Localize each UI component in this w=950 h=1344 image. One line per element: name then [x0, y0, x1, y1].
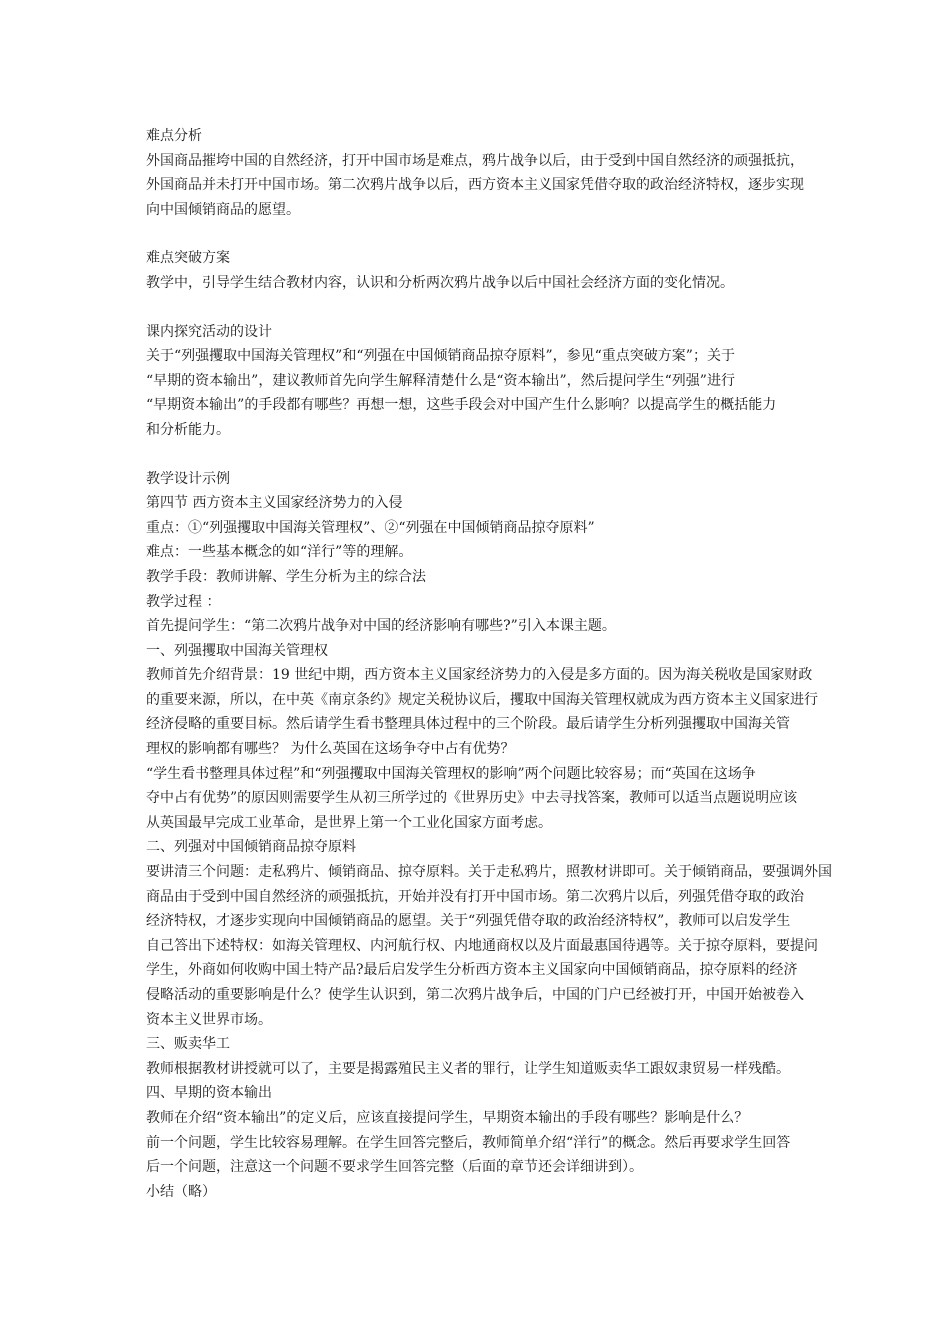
paragraph-line: 外国商品并未打开中国市场。第二次鸦片战争以后，西方资本主义国家凭借夺取的政治经济特权，逐步实现 — [146, 177, 804, 194]
difficult-points-line: 难点：一些基本概念的如“洋行”等的理解。 — [146, 544, 413, 561]
paragraph-line: 前一个问题，学生比较容易理解。在学生回答完整后，教师简单介绍“洋行”的概念。然后再要求学生回答 — [146, 1134, 791, 1151]
paragraph-line: 教师根据教材讲授就可以了，主要是揭露殖民主义者的罪行，让学生知道贩卖华工跟奴隶贸易一样残酷。 — [146, 1060, 790, 1077]
document-page — [146, 124, 832, 1204]
paragraph-line: 教学中，引导学生结合教材内容，认识和分析两次鸦片战争以后中国社会经济方面的变化情况。 — [146, 274, 734, 291]
paragraph-line: 夺中占有优势”的原因则需要学生从初三所学过的《世界历史》中去寻找答案，教师可以适当点题说明应该 — [146, 790, 798, 807]
paragraph-line: 资本主义世界市场。 — [146, 1011, 272, 1028]
paragraph-line: 商品由于受到中国自然经济的顽强抵抗，开始并没有打开中国市场。第二次鸦片以后，列强凭借夺取的政治 — [146, 888, 804, 905]
paragraph-line: 侵略活动的重要影响是什么？使学生认识到，第二次鸦片战争后，中国的门户已经被打开，中国开始被卷入 — [146, 987, 804, 1003]
paragraph-line: 教师首先介绍背景：19 世纪中期，西方资本主义国家经济势力的入侵是多方面的。因为海关税收是国家财政 — [146, 667, 813, 684]
paragraph-line: 学生，外商如何收购中国土特产品?最后启发学生分析西方资本主义国家向中国倾销商品，掠夺原料的经济 — [146, 962, 798, 979]
paragraph-line: 外国商品摧垮中国的自然经济，打开中国市场是难点，鸦片战争以后，由于受到中国自然经济的顽强抵抗， — [146, 152, 804, 169]
summary-line: 小结（略） — [146, 1183, 216, 1200]
paragraph-line: 从英国最早完成工业革命，是世界上第一个工业化国家方面考虑。 — [146, 814, 552, 831]
paragraph-line: “学生看书整理具体过程”和“列强攫取中国海关管理权的影响”两个问题比较容易；而“英国在这场争 — [146, 765, 756, 782]
paragraph-line: “早期资本输出”的手段都有哪些？再想一想，这些手段会对中国产生什么影响？以提高学生的概括能力 — [146, 397, 777, 414]
paragraph-line: “早期的资本输出”，建议教师首先向学生解释清楚什么是“资本输出”，然后提问学生“列强”进行 — [146, 372, 735, 389]
heading-difficulty-analysis: 难点分析 — [146, 128, 202, 144]
paragraph-line: 要讲清三个问题：走私鸦片、倾销商品、掠夺原料。关于走私鸦片，照教材讲即可。关于倾销商品，要强调外国 — [146, 864, 832, 881]
paragraph-line: 后一个问题，注意这一个问题不要求学生回答完整（后面的章节还会详细讲到）。 — [146, 1159, 643, 1176]
paragraph-line: 关于“列强攫取中国海关管理权”和“列强在中国倾销商品掠夺原料”，参见“重点突破方案”；关于 — [146, 348, 735, 365]
teaching-process-label: 教学过程 ： — [146, 593, 221, 610]
subheading-part-four: 四、早期的资本输出 — [146, 1085, 272, 1102]
subheading-part-one: 一、列强攫取中国海关管理权 — [146, 642, 328, 659]
heading-inquiry-activity: 课内探究活动的设计 — [146, 323, 272, 340]
section-gap — [146, 222, 814, 246]
paragraph-line: 和分析能力。 — [146, 421, 230, 438]
section-gap — [146, 443, 814, 467]
paragraph-line: 理权的影响都有哪些？ 为什么英国在这场争夺中占有优势？ — [146, 741, 515, 758]
subheading-part-three: 三、贩卖华工 — [146, 1036, 230, 1053]
paragraph-line: 经济特权，才逐步实现向中国倾销商品的愿望。关于“列强凭借夺取的政治经济特权”，教师可以启发学生 — [146, 913, 791, 930]
paragraph-line: 首先提问学生：“第二次鸦片战争对中国的经济影响有哪些?”引入本课主题。 — [146, 618, 616, 635]
heading-difficulty-breakthrough: 难点突破方案 — [146, 250, 230, 267]
section-gap — [146, 296, 814, 320]
paragraph-line: 自己答出下述特权：如海关管理权、内河航行权、内地通商权以及片面最惠国待遇等。关于掠夺原料，要提问 — [146, 937, 818, 954]
key-points-line: 重点：①“列强攫取中国海关管理权”、②“列强在中国倾销商品掠夺原料” — [146, 519, 595, 536]
paragraph-line: 教师在介绍“资本输出”的定义后，应该直接提问学生，早期资本输出的手段有哪些？影响是什么？ — [146, 1109, 749, 1126]
paragraph-line: 的重要来源，所以，在中英《南京条约》规定关税协议后，攫取中国海关管理权就成为西方资本主义国家进行 — [146, 691, 818, 708]
heading-teaching-design-example: 教学设计示例 — [146, 470, 230, 487]
subheading-part-two: 二、列强对中国倾销商品掠夺原料 — [146, 839, 356, 856]
paragraph-line: 经济侵略的重要目标。然后请学生看书整理具体过程中的三个阶段。最后请学生分析列强攫取中国海关管 — [146, 716, 790, 733]
section-title: 第四节 西方资本主义国家经济势力的入侵 — [146, 495, 403, 512]
teaching-method-line: 教学手段：教师讲解、学生分析为主的综合法 — [146, 568, 426, 585]
paragraph-line: 向中国倾销商品的愿望。 — [146, 201, 300, 218]
